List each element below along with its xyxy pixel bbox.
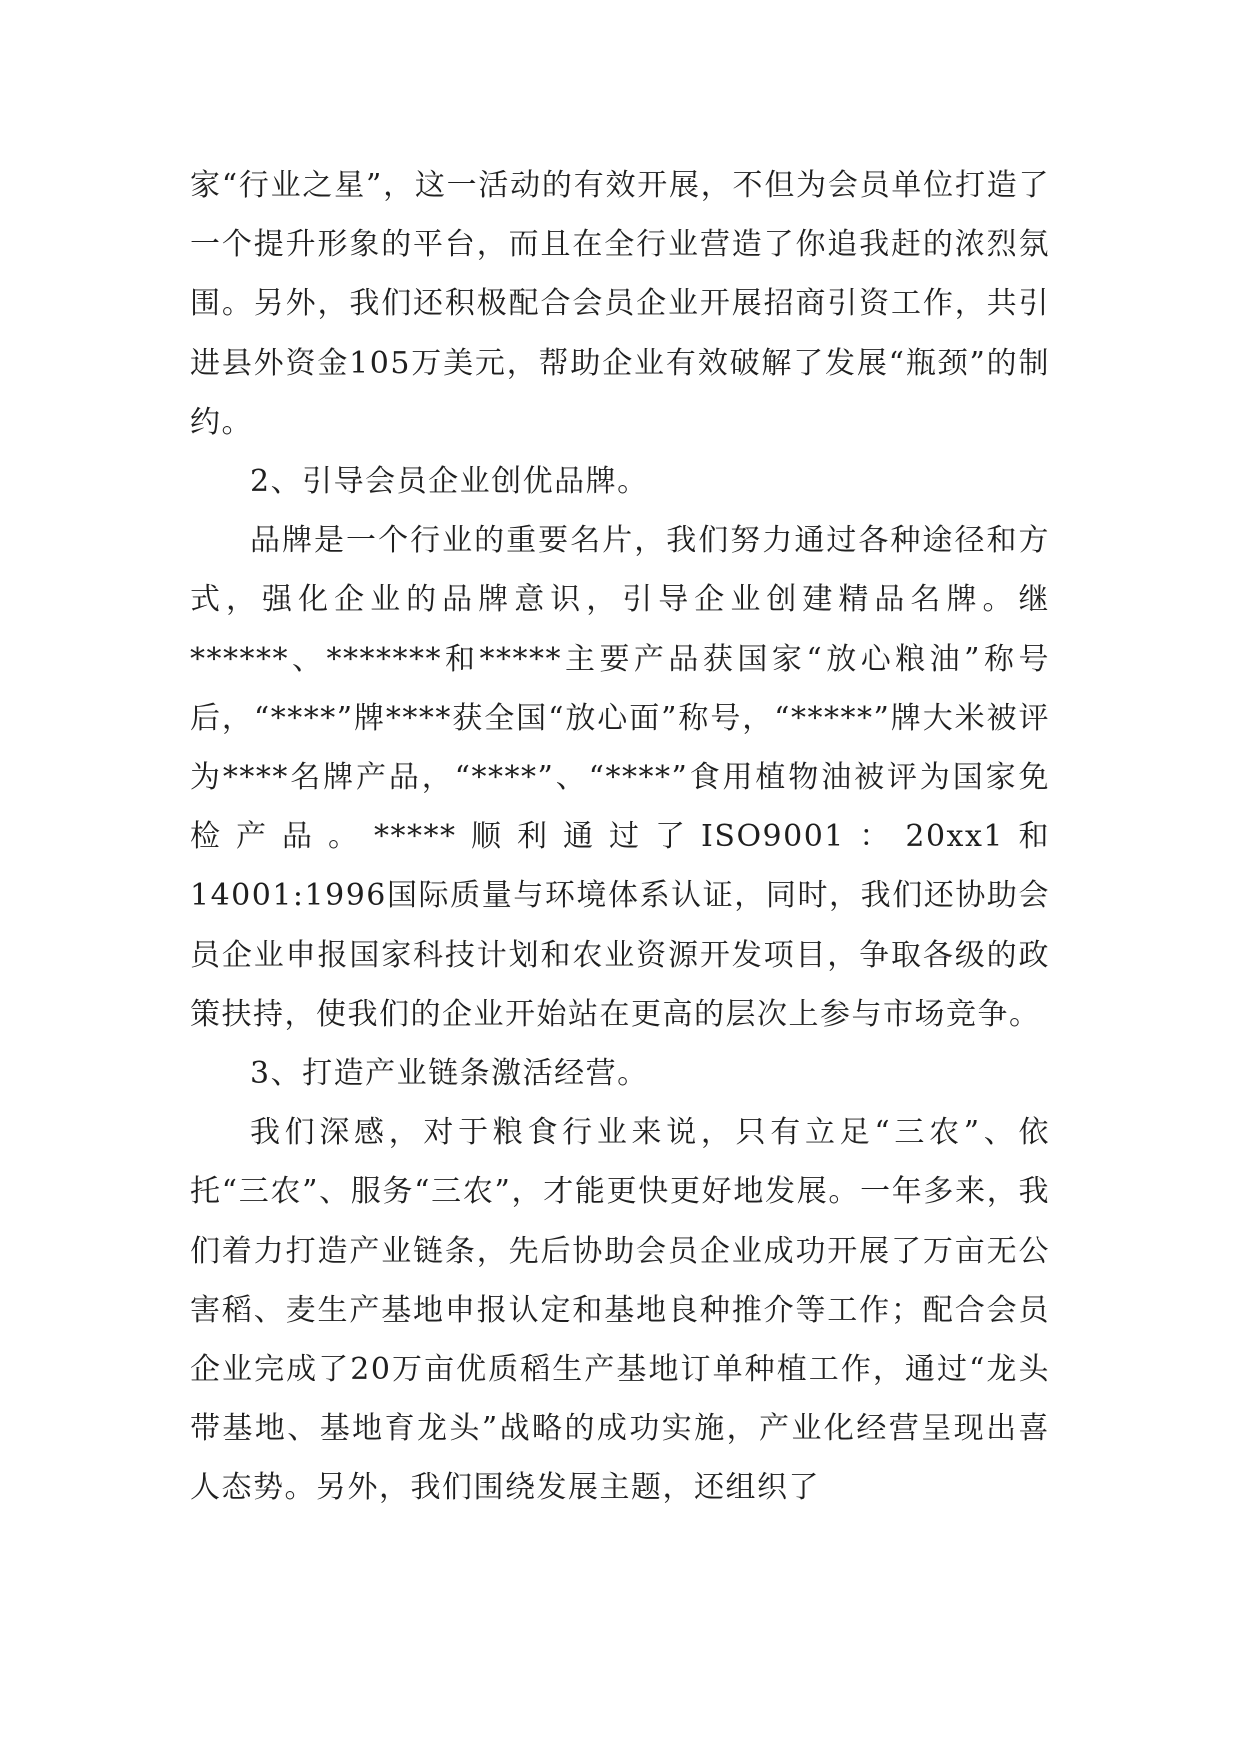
section-heading-brand: 2、引导会员企业创优品牌。: [250, 464, 649, 500]
section-heading-industry-chain: 3、打造产业链条激活经营。: [250, 1056, 649, 1092]
document-body: [190, 156, 1050, 1518]
paragraph-continuation: 家“行业之星”，这一活动的有效开展，不但为会员单位打造了一个提升形象的平台，而且在全行业营造了你追我赶的浓烈氛围。另外，我们还积极配合会员企业开展招商引资工作，共引进县外资金105万美元，帮助企业有效破解了发展“瓶颈”的制约。: [190, 168, 1050, 440]
paragraph-brand: 品牌是一个行业的重要名片，我们努力通过各种途径和方式，强化企业的品牌意识，引导企业创建精品名牌。继******、*******和*****主要产品获国家“放心粮油”称号后，“****”牌****获全国“放心面”称号，“*****”牌大米被评为****名牌产品，“****”、“****”食用植物油被评为国家免检产品。*****顺利通过了ISO9001：20xx1和14001:1996国际质量与环境体系认证，同时，我们还协助会员企业申报国家科技计划和农业资源开发项目，争取各级的政策扶持，使我们的企业开始站在更高的层次上参与市场竞争。: [190, 523, 1050, 1032]
paragraph-industry-chain: 我们深感，对于粮食行业来说，只有立足“三农”、依托“三农”、服务“三农”，才能更快更好地发展。一年多来，我们着力打造产业链条，先后协助会员企业成功开展了万亩无公害稻、麦生产基地申报认定和基地良种推介等工作；配合会员企业完成了20万亩优质稻生产基地订单种植工作，通过“龙头带基地、基地育龙头”战略的成功实施，产业化经营呈现出喜人态势。另外，我们围绕发展主题，还组织了: [190, 1115, 1050, 1506]
